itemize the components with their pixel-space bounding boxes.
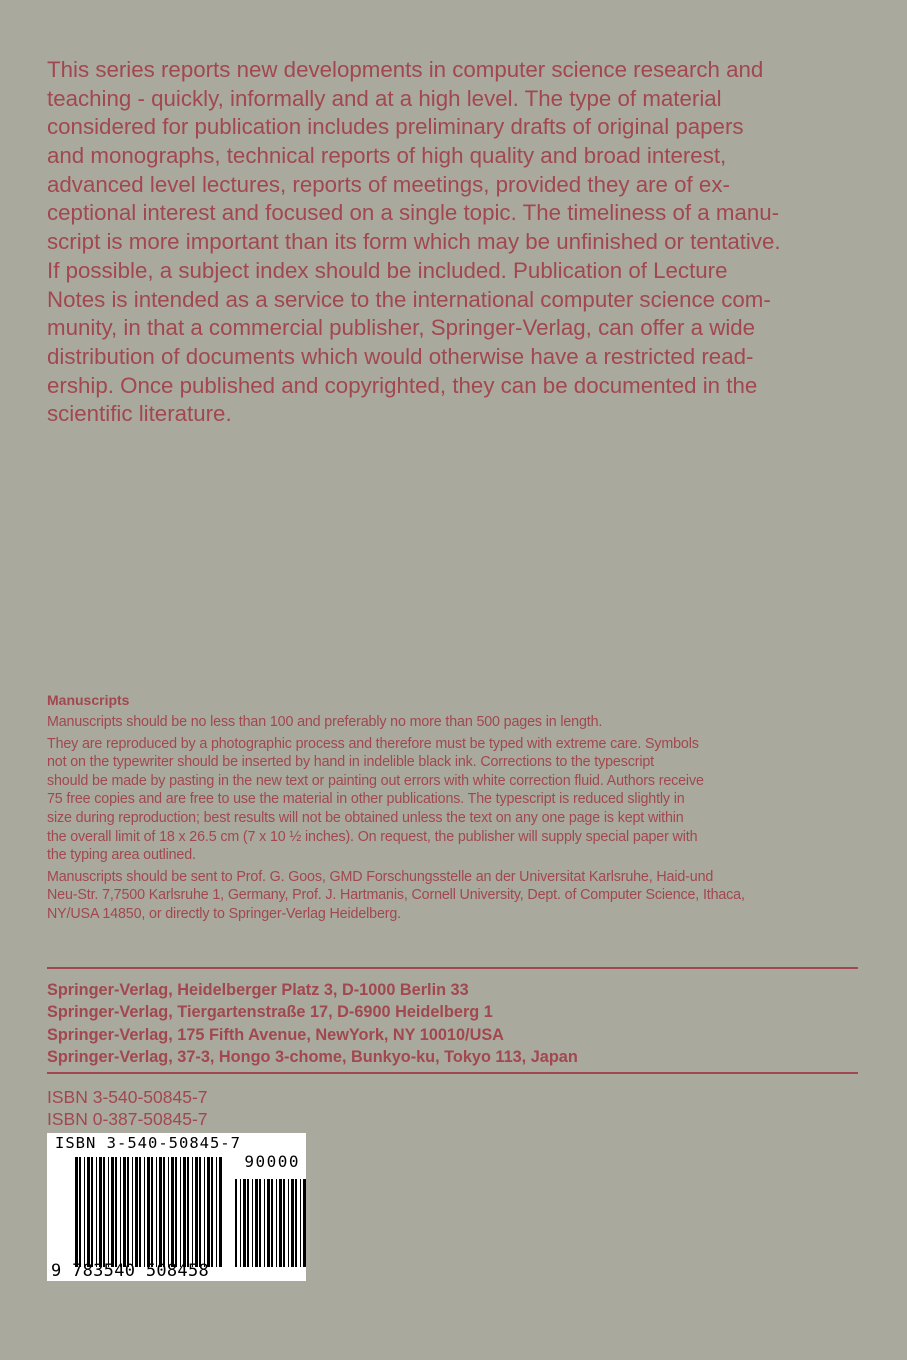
barcode-bar [264, 1179, 265, 1267]
isbn-line: ISBN 3-540-50845-7 [47, 1087, 208, 1107]
series-description [47, 56, 867, 429]
text-line: Neu-Str. 7,7500 Karlsruhe 1, Germany, Prof. J. Hartmanis, Cornell University, Dept. of Computer Science, Ithaca, [47, 887, 745, 904]
barcode-bar [135, 1157, 138, 1267]
address-line: Springer-Verlag, Tiergartenstraße 17, D-6900 Heidelberg 1 [47, 1003, 493, 1022]
barcode-bar [211, 1157, 213, 1267]
barcode-bar [240, 1179, 241, 1267]
barcode-bar [171, 1157, 174, 1267]
manuscripts-heading: Manuscripts [47, 692, 130, 708]
barcode-bar [276, 1179, 277, 1267]
barcode-bar [84, 1157, 85, 1267]
text-line: ceptional interest and focused on a single topic. The timeliness of a manu- [47, 200, 780, 226]
barcode-bar [120, 1157, 121, 1267]
barcode-bar [271, 1179, 273, 1267]
text-line: the typing area outlined. [47, 847, 196, 864]
divider [47, 1072, 858, 1074]
barcode-bar [279, 1179, 282, 1267]
text-line: NY/USA 14850, or directly to Springer-Verlag Heidelberg. [47, 905, 401, 922]
barcode-bar [295, 1179, 297, 1267]
barcode-bar [283, 1179, 285, 1267]
barcode-bar [151, 1157, 153, 1267]
address-line: Springer-Verlag, 37-3, Hongo 3-chome, Bunkyo-ku, Tokyo 113, Japan [47, 1048, 578, 1067]
barcode-bar [127, 1157, 129, 1267]
text-line: This series reports new developments in computer science research and [47, 57, 764, 82]
barcode-bar [204, 1157, 205, 1267]
barcode-bar [180, 1157, 181, 1267]
barcode-addon-number: 90000 [244, 1152, 300, 1171]
barcode-bar [111, 1157, 114, 1267]
barcode-bar [108, 1157, 109, 1267]
manuscripts-text [47, 713, 862, 924]
text-line: the overall limit of 18 x 26.5 cm (7 x 10 ½ inches). On request, the publisher will supply special paper with [47, 828, 698, 845]
barcode-bar [183, 1157, 186, 1267]
barcode-bar [144, 1157, 145, 1267]
barcode-ean-number: 9 783540 508458 [51, 1261, 210, 1281]
barcode-bar [300, 1179, 301, 1267]
text-line: size during reproduction; best results will not be obtained unless the text on any one page is kept within [47, 809, 684, 826]
text-line: teaching - quickly, informally and at a high level. The type of material [47, 85, 722, 111]
barcode-bar [168, 1157, 169, 1267]
isbn-line: ISBN 0-387-50845-7 [47, 1109, 208, 1129]
barcode-bar [259, 1179, 261, 1267]
barcode-bar [139, 1157, 141, 1267]
barcode-bar [99, 1157, 102, 1267]
barcode-bar [103, 1157, 105, 1267]
barcode-bar [255, 1179, 258, 1267]
text-line: advanced level lectures, reports of meetings, provided they are of ex- [47, 171, 730, 197]
text-line: Manuscripts should be sent to Prof. G. Goos, GMD Forschungsstelle an der Universitat Karlsruhe, Haid-und [47, 868, 714, 885]
barcode-bar [219, 1157, 222, 1267]
divider [47, 967, 858, 969]
barcode-bar [123, 1157, 126, 1267]
barcode-bar [156, 1157, 157, 1267]
barcode-bar [235, 1179, 237, 1267]
barcode [47, 1133, 306, 1281]
publisher-addresses [47, 979, 578, 1069]
barcode-bar [199, 1157, 201, 1267]
manuscripts-paragraph-typing [47, 735, 862, 865]
text-line: scientific literature. [47, 401, 232, 427]
barcode-bar [243, 1179, 246, 1267]
barcode-bar [175, 1157, 177, 1267]
text-line: Manuscripts should be no less than 100 and preferably no more than 500 pages in length. [47, 714, 603, 730]
barcode-bar [267, 1179, 270, 1267]
text-line: not on the typewriter should be inserted by hand in indelible black ink. Corrections to the typescript [47, 754, 654, 771]
barcode-bar [187, 1157, 189, 1267]
barcode-bar [79, 1157, 81, 1267]
barcode-bar [291, 1179, 294, 1267]
manuscripts-paragraph-submission [47, 868, 862, 924]
barcode-bar [159, 1157, 162, 1267]
address-line: Springer-Verlag, Heidelberger Platz 3, D-1000 Berlin 33 [47, 981, 469, 999]
barcode-bar [216, 1157, 217, 1267]
barcode-bar [147, 1157, 150, 1267]
barcode-isbn-label: ISBN 3-540-50845-7 [55, 1134, 241, 1152]
barcode-bar [163, 1157, 165, 1267]
barcode-bar [192, 1157, 193, 1267]
barcode-bar [247, 1179, 249, 1267]
barcode-bar [115, 1157, 117, 1267]
barcode-bar [252, 1179, 253, 1267]
barcode-bar [87, 1157, 90, 1267]
barcode-bar [132, 1157, 133, 1267]
manuscripts-paragraph-length [47, 713, 862, 732]
text-line: munity, in that a commercial publisher, Springer-Verlag, can offer a wide [47, 315, 756, 341]
text-line: distribution of documents which would otherwise have a restricted read- [47, 343, 754, 369]
text-line: script is more important than its form which may be unfinished or tentative. [47, 229, 781, 255]
text-line: 75 free copies and are free to use the material in other publications. The typescript is reduced slightly in [47, 791, 685, 808]
text-line: and monographs, technical reports of high quality and broad interest, [47, 143, 727, 169]
text-line: They are reproduced by a photographic process and therefore must be typed with extreme care. Symbols [47, 735, 699, 752]
barcode-bar [96, 1157, 97, 1267]
text-line: should be made by pasting in the new text or painting out errors with white correction fluid. Authors receive [47, 772, 704, 789]
barcode-bar [91, 1157, 93, 1267]
barcode-bar [288, 1179, 289, 1267]
text-line: Notes is intended as a service to the international computer science com- [47, 286, 771, 312]
text-line: ership. Once published and copyrighted, they can be documented in the [47, 372, 758, 398]
barcode-bar [303, 1179, 306, 1267]
text-line: If possible, a subject index should be included. Publication of Lecture [47, 257, 728, 283]
barcode-bar [75, 1157, 78, 1267]
barcode-bar [207, 1157, 210, 1267]
text-line: considered for publication includes preliminary drafts of original papers [47, 114, 744, 140]
isbn-list [47, 1086, 208, 1130]
barcode-bar [195, 1157, 198, 1267]
address-line: Springer-Verlag, 175 Fifth Avenue, NewYork, NY 10010/USA [47, 1025, 504, 1044]
